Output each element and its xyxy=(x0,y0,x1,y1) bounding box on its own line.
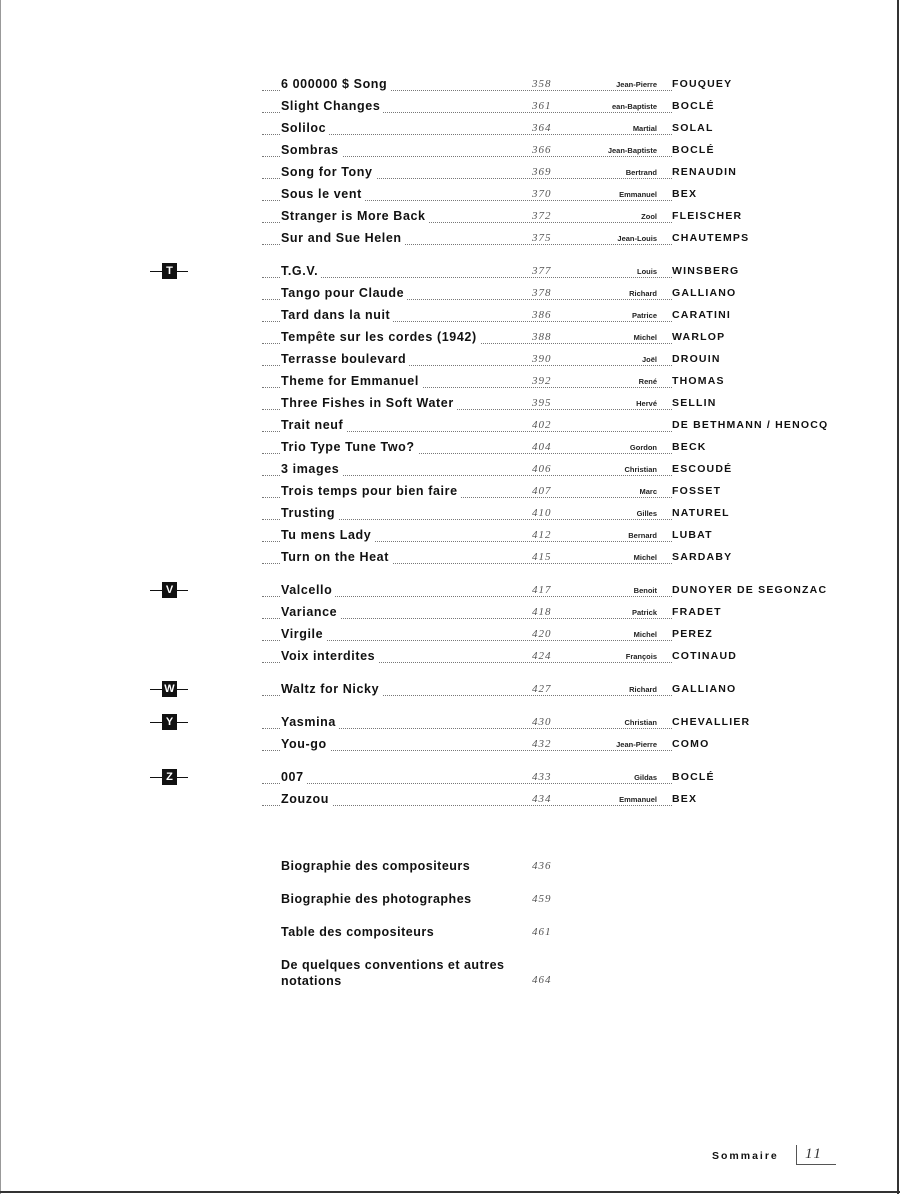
composer-first-name: Patrice xyxy=(631,311,657,320)
composer-first-name: Michel xyxy=(633,333,657,342)
appendix-page-number: 436 xyxy=(532,860,552,872)
toc-entry[interactable] xyxy=(0,392,900,414)
entry-title: Yasmina xyxy=(281,715,339,729)
entry-page-number: 418 xyxy=(532,606,552,618)
letter-marker-box: V xyxy=(162,582,177,598)
composer-last-name: PEREZ xyxy=(672,628,714,640)
entry-title: Trio Type Tune Two? xyxy=(281,440,418,454)
toc-entry[interactable] xyxy=(0,304,900,326)
entry-page-number: 395 xyxy=(532,397,552,409)
composer-last-name: FLEISCHER xyxy=(672,210,743,222)
letter-marker-box: Z xyxy=(162,769,177,785)
composer-first-name: René xyxy=(638,377,657,386)
composer-last-name: NATUREL xyxy=(672,507,730,519)
letter-marker-box: W xyxy=(162,681,177,697)
composer-first-name: Jean-Baptiste xyxy=(607,146,657,155)
letter-marker-box: T xyxy=(162,263,177,279)
entry-page-number: 404 xyxy=(532,441,552,453)
appendix-entry[interactable] xyxy=(0,856,900,889)
toc-group-y xyxy=(0,711,900,755)
appendix-entry[interactable] xyxy=(0,955,900,999)
dotted-leader xyxy=(262,783,672,784)
composer-first-name: Emmanuel xyxy=(619,190,657,199)
entry-page-number: 369 xyxy=(532,166,552,178)
toc-group-w xyxy=(0,678,900,700)
page-bottom-edge xyxy=(0,1191,900,1193)
toc-entry[interactable] xyxy=(0,601,900,623)
composer-first-name: Christian xyxy=(624,465,657,474)
toc-entry[interactable] xyxy=(0,711,900,733)
composer-first-name: Benoit xyxy=(633,586,657,595)
entry-title: Tard dans la nuit xyxy=(281,308,393,322)
entry-title: Waltz for Nicky xyxy=(281,682,382,696)
composer-last-name: FRADET xyxy=(672,606,722,618)
composer-first-name: Bernard xyxy=(628,531,657,540)
composer-last-name: WARLOP xyxy=(672,331,726,343)
entry-title: Song for Tony xyxy=(281,165,376,179)
entry-page-number: 378 xyxy=(532,287,552,299)
entry-page-number: 424 xyxy=(532,650,552,662)
appendix-title: Biographie des compositeurs xyxy=(281,859,471,873)
composer-first-name: ean-Baptiste xyxy=(611,102,657,111)
toc-entry[interactable] xyxy=(0,458,900,480)
entry-page-number: 415 xyxy=(532,551,552,563)
composer-first-name: Patrick xyxy=(631,608,657,617)
toc-entry[interactable] xyxy=(0,370,900,392)
entry-page-number: 377 xyxy=(532,265,552,277)
entry-title: Sombras xyxy=(281,143,342,157)
entry-page-number: 410 xyxy=(532,507,552,519)
entry-title: Sous le vent xyxy=(281,187,365,201)
composer-last-name: BEX xyxy=(672,793,698,805)
appendix-title: Table des compositeurs xyxy=(281,925,435,939)
entry-title: Tu mens Lady xyxy=(281,528,374,542)
footer-bracket-base xyxy=(796,1164,836,1165)
entry-page-number: 412 xyxy=(532,529,552,541)
composer-first-name: Hervé xyxy=(636,399,657,408)
letter-marker xyxy=(150,263,188,279)
entry-title: Theme for Emmanuel xyxy=(281,374,422,388)
composer-first-name: Michel xyxy=(633,553,657,562)
composer-last-name: COMO xyxy=(672,738,710,750)
toc-entry[interactable] xyxy=(0,282,900,304)
composer-first-name: Michel xyxy=(633,630,657,639)
toc-entry[interactable] xyxy=(0,348,900,370)
entry-page-number: 364 xyxy=(532,122,552,134)
composer-last-name: GALLIANO xyxy=(672,683,737,695)
entry-page-number: 407 xyxy=(532,485,552,497)
entry-page-number: 358 xyxy=(532,78,552,90)
entry-title: Virgile xyxy=(281,627,326,641)
composer-first-name: Zool xyxy=(641,212,657,221)
entry-page-number: 390 xyxy=(532,353,552,365)
appendix-page-number: 459 xyxy=(532,893,552,905)
entry-page-number: 433 xyxy=(532,771,552,783)
entry-page-number: 427 xyxy=(532,683,552,695)
composer-last-name: BEX xyxy=(672,188,698,200)
entry-title: 3 images xyxy=(281,462,342,476)
toc-group-z xyxy=(0,766,900,810)
composer-first-name: Richard xyxy=(629,685,657,694)
composer-last-name: CHAUTEMPS xyxy=(672,232,750,244)
composer-last-name: RENAUDIN xyxy=(672,166,738,178)
footer-section-label: Sommaire xyxy=(712,1150,779,1162)
toc-entry[interactable] xyxy=(0,436,900,458)
entry-page-number: 370 xyxy=(532,188,552,200)
entry-title: Tempête sur les cordes (1942) xyxy=(281,330,480,344)
appendix-entry[interactable] xyxy=(0,889,900,922)
toc-entry[interactable] xyxy=(0,623,900,645)
toc-entry[interactable] xyxy=(0,733,900,755)
composer-first-name: Martial xyxy=(632,124,657,133)
toc-entry[interactable] xyxy=(0,414,900,436)
toc-entry[interactable] xyxy=(0,326,900,348)
composer-last-name: DROUIN xyxy=(672,353,721,365)
letter-marker xyxy=(150,681,188,697)
composer-last-name: LUBAT xyxy=(672,529,713,541)
composer-last-name: CHEVALLIER xyxy=(672,716,751,728)
entry-page-number: 434 xyxy=(532,793,552,805)
composer-first-name: Gilles xyxy=(636,509,657,518)
toc-entry[interactable] xyxy=(0,73,900,95)
toc-entry[interactable] xyxy=(0,205,900,227)
composer-first-name: Richard xyxy=(629,289,657,298)
entry-title: Sur and Sue Helen xyxy=(281,231,405,245)
appendix-page-number: 464 xyxy=(532,974,552,986)
composer-first-name: Jean-Pierre xyxy=(616,80,657,89)
composer-last-name: BOCLÉ xyxy=(672,771,715,783)
composer-last-name: SOLAL xyxy=(672,122,714,134)
composer-last-name: BOCLÉ xyxy=(672,144,715,156)
composer-last-name: FOSSET xyxy=(672,485,722,497)
entry-title: 007 xyxy=(281,770,307,784)
composer-last-name: COTINAUD xyxy=(672,650,738,662)
composer-last-name: THOMAS xyxy=(672,375,725,387)
toc-entry[interactable] xyxy=(0,183,900,205)
toc-entry[interactable] xyxy=(0,579,900,601)
toc-group-v xyxy=(0,579,900,667)
composer-first-name: Christian xyxy=(624,718,657,727)
toc-entry[interactable] xyxy=(0,161,900,183)
composer-last-name: ESCOUDÉ xyxy=(672,463,733,475)
entry-page-number: 430 xyxy=(532,716,552,728)
entry-page-number: 406 xyxy=(532,463,552,475)
composer-first-name: François xyxy=(625,652,657,661)
toc-entry[interactable] xyxy=(0,645,900,667)
entry-page-number: 388 xyxy=(532,331,552,343)
appendix-title: De quelques conventions et autres notations xyxy=(281,958,505,988)
letter-marker xyxy=(150,582,188,598)
dotted-leader xyxy=(262,277,672,278)
toc-entry[interactable] xyxy=(0,260,900,282)
composer-first-name: Gildas xyxy=(634,773,657,782)
toc-entry[interactable] xyxy=(0,524,900,546)
appendix-page-number: 461 xyxy=(532,926,552,938)
toc-entry[interactable] xyxy=(0,117,900,139)
toc-entry[interactable] xyxy=(0,227,900,249)
entry-page-number: 372 xyxy=(532,210,552,222)
toc-entry[interactable] xyxy=(0,139,900,161)
entry-page-number: 375 xyxy=(532,232,552,244)
entry-title: Terrasse boulevard xyxy=(281,352,409,366)
composer-last-name: WINSBERG xyxy=(672,265,740,277)
composer-last-name: SARDABY xyxy=(672,551,733,563)
entry-page-number: 432 xyxy=(532,738,552,750)
entry-page-number: 402 xyxy=(532,419,552,431)
entry-title: Three Fishes in Soft Water xyxy=(281,396,457,410)
entry-title: Turn on the Heat xyxy=(281,550,392,564)
toc-entry[interactable] xyxy=(0,546,900,568)
composer-first-name: Louis xyxy=(637,267,657,276)
appendix-title: Biographie des photographes xyxy=(281,892,472,906)
composer-last-name: FOUQUEY xyxy=(672,78,733,90)
composer-first-name: Marc xyxy=(639,487,657,496)
letter-marker xyxy=(150,769,188,785)
letter-marker xyxy=(150,714,188,730)
composer-first-name: Jean-Louis xyxy=(617,234,657,243)
letter-marker-box: Y xyxy=(162,714,177,730)
entry-title: Valcello xyxy=(281,583,335,597)
entry-page-number: 361 xyxy=(532,100,552,112)
entry-page-number: 386 xyxy=(532,309,552,321)
entry-title: You-go xyxy=(281,737,330,751)
composer-first-name: Joël xyxy=(641,355,657,364)
entry-title: Soliloc xyxy=(281,121,329,135)
appendix-entry[interactable] xyxy=(0,922,900,955)
composer-last-name: CARATINI xyxy=(672,309,731,321)
entry-title: Tango pour Claude xyxy=(281,286,407,300)
composer-last-name: DE BETHMANN / HENOCQ xyxy=(672,419,829,431)
entry-title: Trois temps pour bien faire xyxy=(281,484,461,498)
entry-title: 6 000000 $ Song xyxy=(281,77,390,91)
entry-page-number: 366 xyxy=(532,144,552,156)
entry-title: Trusting xyxy=(281,506,338,520)
composer-last-name: BOCLÉ xyxy=(672,100,715,112)
entry-title: Slight Changes xyxy=(281,99,383,113)
composer-first-name: Emmanuel xyxy=(619,795,657,804)
composer-last-name: BECK xyxy=(672,441,707,453)
entry-title: Trait neuf xyxy=(281,418,346,432)
composer-last-name: DUNOYER DE SEGONZAC xyxy=(672,584,828,596)
footer-page-number: 11 xyxy=(805,1146,823,1162)
entry-title: Stranger is More Back xyxy=(281,209,429,223)
composer-first-name: Bertrand xyxy=(625,168,657,177)
entry-title: Voix interdites xyxy=(281,649,378,663)
toc-entry[interactable] xyxy=(0,502,900,524)
toc-entry[interactable] xyxy=(0,480,900,502)
toc-entry[interactable] xyxy=(0,95,900,117)
toc-entry[interactable] xyxy=(0,788,900,810)
composer-last-name: GALLIANO xyxy=(672,287,737,299)
entry-title: T.G.V. xyxy=(281,264,321,278)
page-footer xyxy=(712,1143,832,1169)
composer-first-name: Gordon xyxy=(629,443,657,452)
appendix-list xyxy=(0,856,900,999)
entry-title: Variance xyxy=(281,605,340,619)
toc-entry[interactable] xyxy=(0,766,900,788)
footer-bracket-vertical xyxy=(796,1145,797,1165)
entry-page-number: 420 xyxy=(532,628,552,640)
composer-first-name: Jean-Pierre xyxy=(616,740,657,749)
composer-last-name: SELLIN xyxy=(672,397,717,409)
toc-entry[interactable] xyxy=(0,678,900,700)
entry-page-number: 392 xyxy=(532,375,552,387)
entry-title: Zouzou xyxy=(281,792,332,806)
entry-page-number: 417 xyxy=(532,584,552,596)
toc-group-t xyxy=(0,260,900,568)
toc-group-s xyxy=(0,73,900,249)
